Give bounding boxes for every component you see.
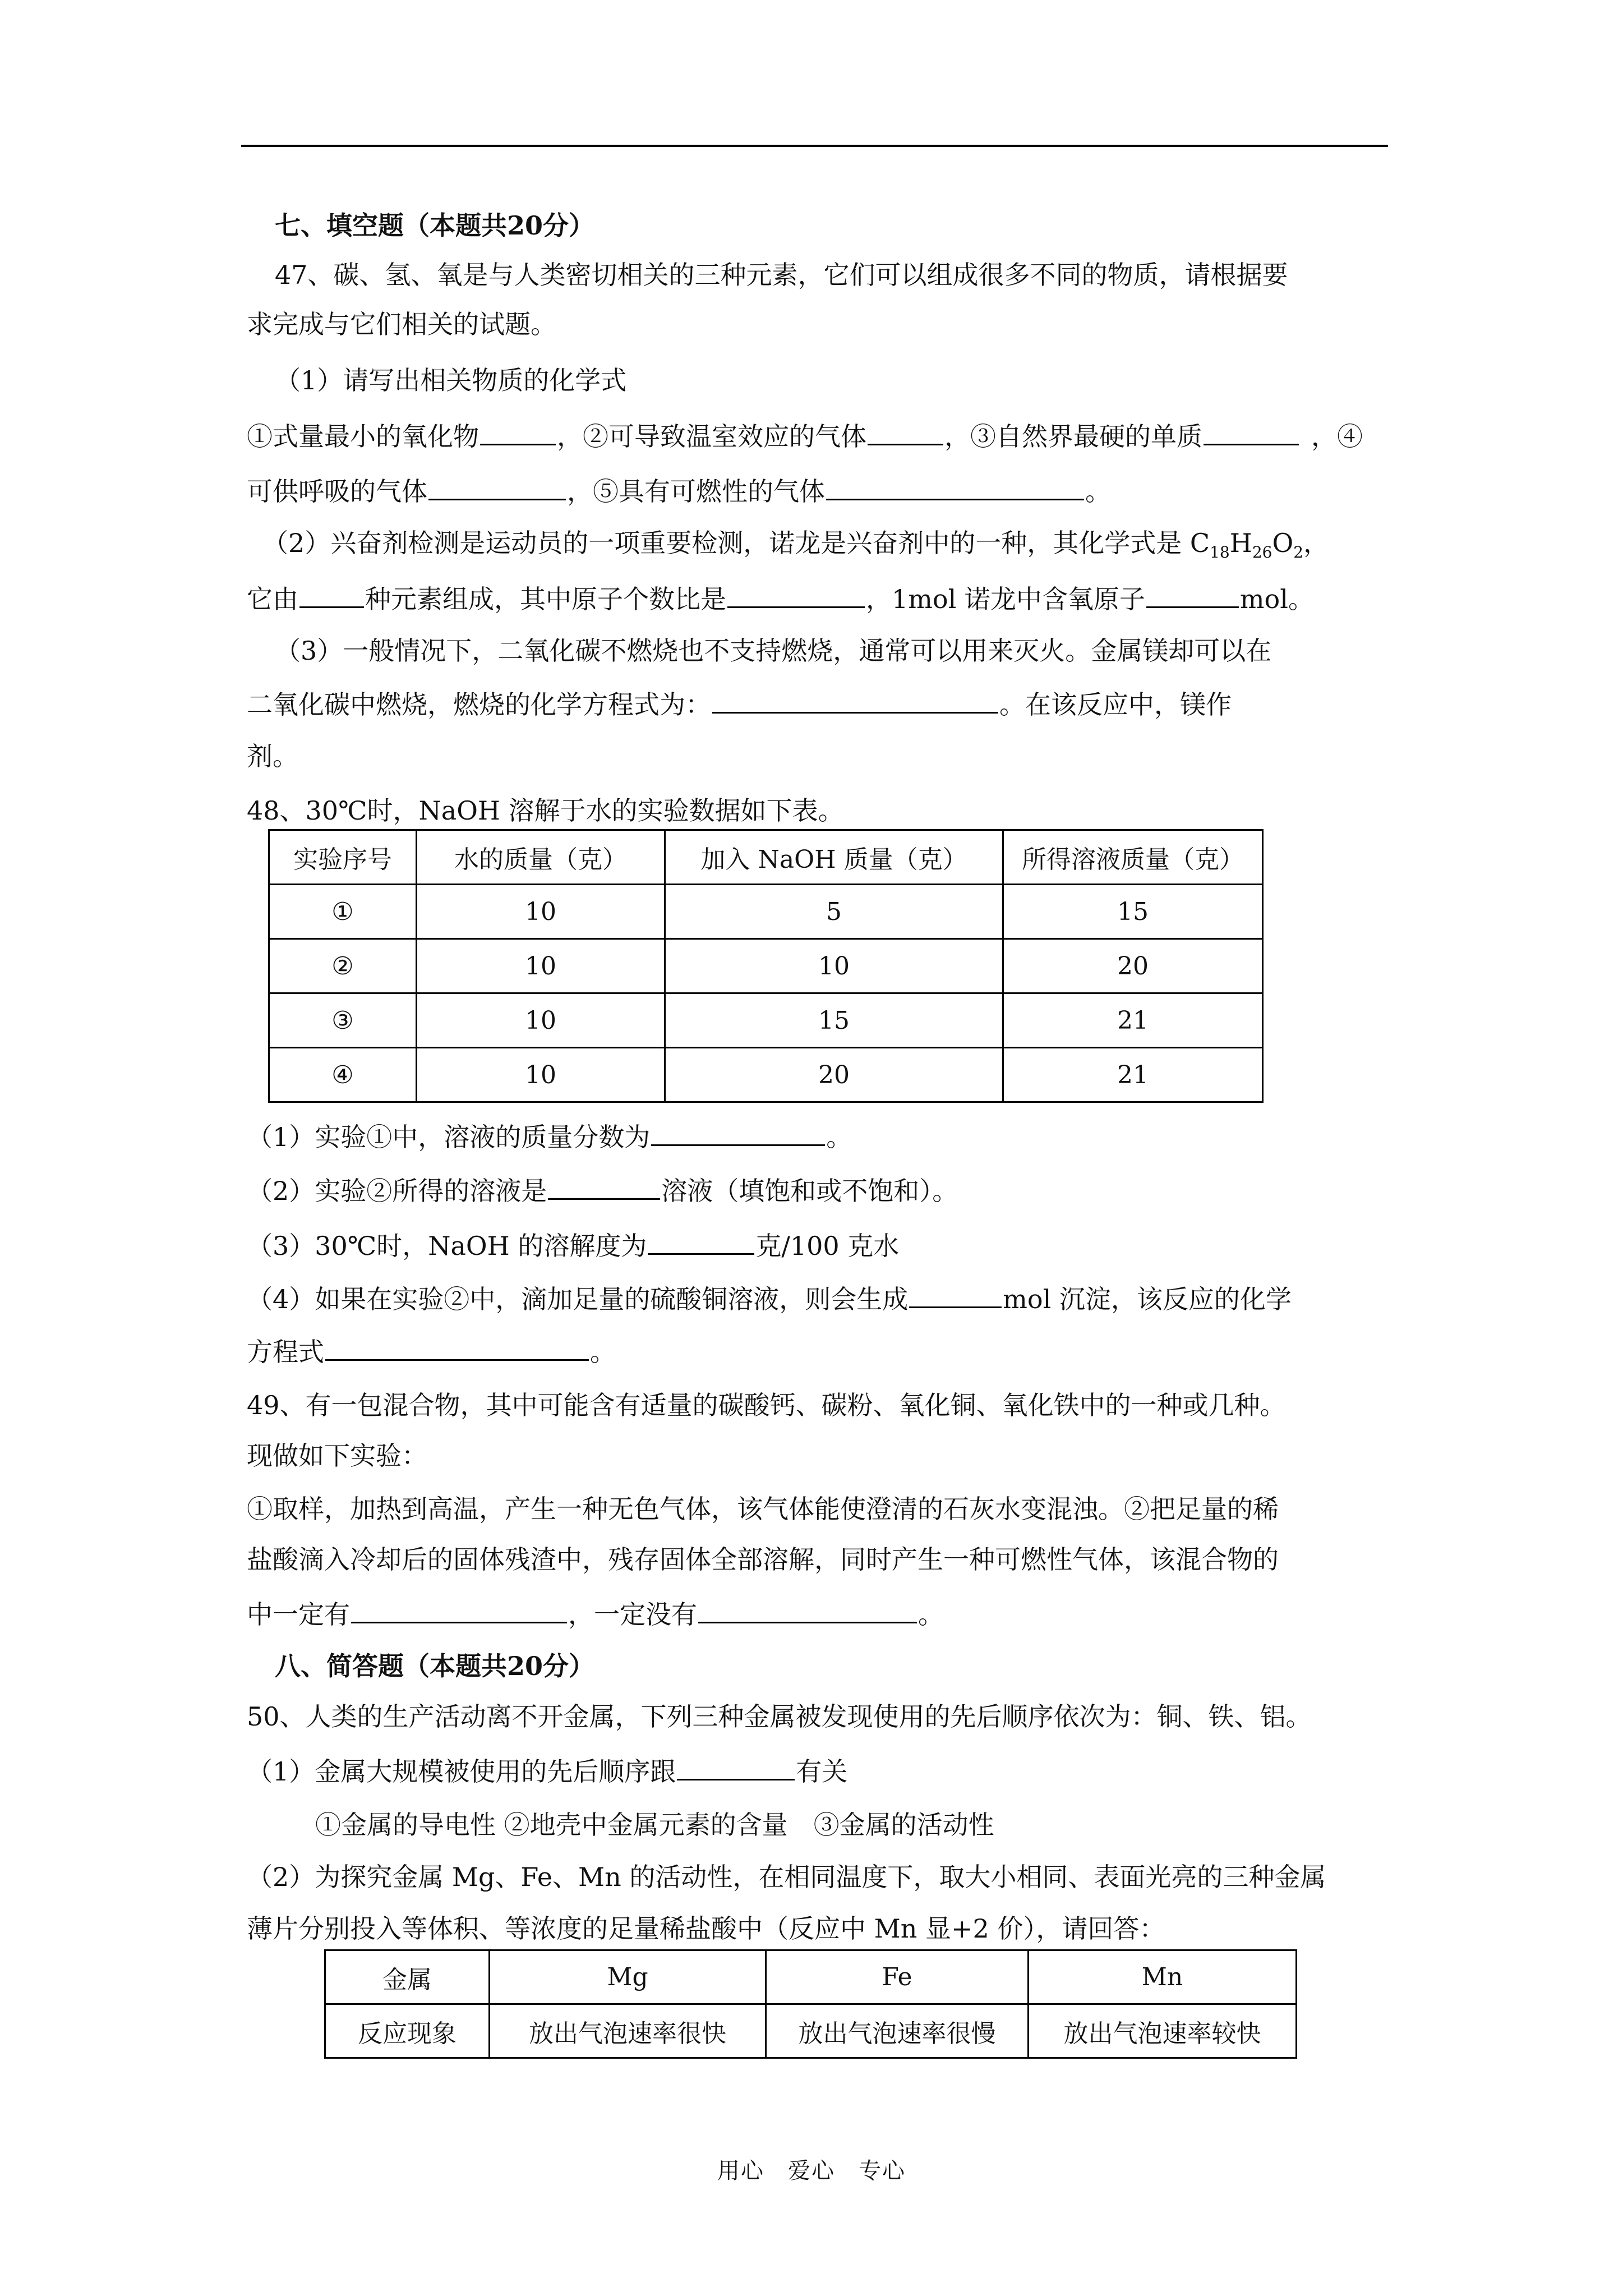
formula-sub: 18	[1210, 543, 1230, 562]
table-cell: 金属	[325, 1950, 490, 2004]
answer-blank[interactable]	[480, 418, 556, 445]
q47-part-2	[262, 526, 1329, 569]
q47-intro-2: 求完成与它们相关的试题。	[247, 309, 556, 339]
q49-l5a: 中一定有	[247, 1599, 350, 1630]
table-header-cell: 水的质量（克）	[417, 830, 665, 885]
q47-p3b: 二氧化碳中燃烧，燃烧的化学方程式为：	[247, 689, 711, 720]
q50-table	[324, 1949, 1297, 2059]
q47-l2b: ，⑤具有可燃性的气体	[567, 476, 825, 507]
answer-blank[interactable]	[428, 473, 566, 500]
table-cell: ④	[269, 1048, 417, 1102]
q48-answer-4b	[247, 1333, 616, 1369]
header-rule	[241, 145, 1388, 147]
table-cell: 5	[665, 885, 1003, 939]
q50-options: ①金属的导电性 ②地壳中金属元素的含量 ③金属的活动性	[315, 1810, 994, 1840]
q48-a4a: （4）如果在实验②中，滴加足量的硫酸铜溶液，则会生成	[247, 1284, 909, 1314]
section-8-title: 八、简答题（本题共20分）	[275, 1651, 595, 1681]
answer-blank[interactable]	[351, 1596, 567, 1623]
table-cell: ③	[269, 993, 417, 1048]
q48-answer-1	[247, 1119, 852, 1154]
q47-l3b: 种元素组成，其中原子个数比是	[365, 584, 726, 614]
table-row	[325, 2004, 1297, 2058]
q48-a2b: 溶液（填饱和或不饱和）。	[661, 1176, 958, 1206]
table-row	[269, 993, 1263, 1048]
q49-line-1: 49、有一包混合物，其中可能含有适量的碳酸钙、碳粉、氧化铜、氧化铁中的一种或几种。	[247, 1390, 1286, 1420]
q47-l3c: ，1mol 诺龙中含氧原子	[866, 584, 1145, 614]
table-cell: 10	[665, 939, 1003, 993]
page-footer: 用心 爱心 专心	[717, 2158, 906, 2184]
table-cell: 10	[417, 993, 665, 1048]
q48-a3b: 克/100 克水	[755, 1231, 900, 1261]
table-cell: 15	[665, 993, 1003, 1048]
table-cell: 反应现象	[325, 2004, 490, 2058]
q47-line-3	[247, 581, 1314, 616]
q47-line-2	[247, 473, 1111, 508]
table-cell: Mg	[490, 1950, 766, 2004]
answer-blank[interactable]	[325, 1333, 589, 1361]
table-cell: 15	[1003, 885, 1263, 939]
q50-intro: 50、人类的生产活动离不开金属，下列三种金属被发现使用的先后顺序依次为：铜、铁、铝。	[247, 1701, 1312, 1732]
q49-l5b: ，一定没有	[568, 1599, 697, 1630]
table-cell: 10	[417, 885, 665, 939]
q48-answer-3	[247, 1227, 899, 1263]
q47-p2a: （2）兴奋剂检测是运动员的一项重要检测，诺龙是兴奋剂中的一种，其化学式是 C	[262, 528, 1210, 558]
formula-o: O	[1272, 528, 1294, 558]
q49-line-2: 现做如下实验：	[247, 1441, 427, 1471]
table-cell: 10	[417, 1048, 665, 1102]
q47-intro-1: 47、碳、氢、氧是与人类密切相关的三种元素，它们可以组成很多不同的物质，请根据要	[275, 260, 1288, 290]
answer-blank[interactable]	[1146, 581, 1239, 608]
answer-blank[interactable]	[1204, 418, 1299, 445]
answer-blank[interactable]	[648, 1227, 754, 1255]
formula-h: H	[1229, 528, 1252, 558]
q50-part-1	[247, 1753, 847, 1788]
answer-blank[interactable]	[727, 581, 865, 608]
table-cell: 21	[1003, 1048, 1263, 1102]
q48-a4c: 方程式	[247, 1337, 324, 1367]
q48-answer-2	[247, 1172, 958, 1208]
q48-a4b: mol 沉淀，该反应的化学	[1003, 1284, 1292, 1314]
table-header-cell: 所得溶液质量（克）	[1003, 830, 1263, 885]
q47-l1b: ，②可导致温室效应的气体	[557, 421, 866, 452]
q47-l1a: ①式量最小的氧化物	[247, 421, 479, 452]
q48-a1a: （1）实验①中，溶液的质量分数为	[247, 1122, 651, 1152]
q49-line-4: 盐酸滴入冷却后的固体残渣中，残存固体全部溶解，同时产生一种可燃性气体，该混合物的	[247, 1544, 1279, 1575]
q48-a1b: 。	[826, 1122, 852, 1152]
answer-blank[interactable]	[651, 1119, 825, 1146]
table-cell: 21	[1003, 993, 1263, 1048]
table-cell: ②	[269, 939, 417, 993]
table-cell: 20	[1003, 939, 1263, 993]
table-row	[269, 885, 1263, 939]
q48-a4d: 。	[590, 1337, 616, 1367]
answer-blank[interactable]	[868, 418, 943, 445]
q48-intro: 48、30℃时，NaOH 溶解于水的实验数据如下表。	[247, 795, 844, 826]
table-cell: 10	[417, 939, 665, 993]
q47-l3d: mol。	[1239, 584, 1314, 614]
answer-blank[interactable]	[299, 581, 364, 608]
q47-p2b: ，	[1303, 528, 1330, 558]
table-cell: 放出气泡速率很慢	[766, 2004, 1029, 2058]
q47-part-3-line-1: （3）一般情况下，二氧化碳不燃烧也不支持燃烧，通常可以用来灭火。金属镁却可以在	[275, 636, 1272, 666]
table-header-row	[269, 830, 1263, 885]
table-cell: Mn	[1029, 1950, 1297, 2004]
q48-table	[268, 829, 1264, 1103]
answer-blank[interactable]	[677, 1753, 795, 1780]
answer-blank[interactable]	[698, 1596, 917, 1623]
q50-p1a: （1）金属大规模被使用的先后顺序跟	[247, 1756, 676, 1787]
table-cell: Fe	[766, 1950, 1029, 2004]
q48-answer-4	[247, 1281, 1292, 1316]
q47-part-3-line-2	[247, 686, 1232, 721]
q47-line-1	[247, 418, 1363, 453]
q47-l1d: ，④	[1311, 421, 1363, 452]
table-cell: ①	[269, 885, 417, 939]
answer-blank[interactable]	[712, 686, 998, 714]
answer-blank[interactable]	[909, 1281, 1002, 1308]
q50-part-2-line-1: （2）为探究金属 Mg、Fe、Mn 的活动性，在相同温度下，取大小相同、表面光亮的三种金属	[247, 1862, 1326, 1892]
q47-part-1: （1）请写出相关物质的化学式	[275, 365, 627, 395]
q47-l2a: 可供呼吸的气体	[247, 476, 427, 507]
q50-p1b: 有关	[796, 1756, 848, 1787]
q49-l5c: 。	[918, 1599, 944, 1630]
table-cell: 放出气泡速率很快	[490, 2004, 766, 2058]
q48-a2a: （2）实验②所得的溶液是	[247, 1176, 547, 1206]
formula-sub: 26	[1252, 543, 1272, 562]
q47-l3a: 它由	[247, 584, 298, 614]
q47-l2c: 。	[1085, 476, 1111, 507]
table-row	[269, 939, 1263, 993]
table-header-cell: 加入 NaOH 质量（克）	[665, 830, 1003, 885]
answer-blank[interactable]	[826, 473, 1084, 500]
q49-line-3: ①取样，加热到高温，产生一种无色气体，该气体能使澄清的石灰水变混浊。②把足量的稀	[247, 1494, 1279, 1524]
table-row	[325, 1950, 1297, 2004]
q49-line-5	[247, 1596, 944, 1631]
section-7-title: 七、填空题（本题共20分）	[275, 210, 595, 241]
q47-p3c: 。在该反应中，镁作	[999, 689, 1232, 720]
table-row	[269, 1048, 1263, 1102]
q47-l1c: ，③自然界最硬的单质	[944, 421, 1202, 452]
q47-part-3-line-3: 剂。	[247, 741, 298, 771]
q48-a3a: （3）30℃时，NaOH 的溶解度为	[247, 1231, 647, 1261]
table-cell: 放出气泡速率较快	[1029, 2004, 1297, 2058]
table-header-cell: 实验序号	[269, 830, 417, 885]
formula-sub: 2	[1293, 543, 1304, 562]
answer-blank[interactable]	[548, 1172, 660, 1200]
q50-part-2-line-2: 薄片分别投入等体积、等浓度的足量稀盐酸中（反应中 Mn 显+2 价），请回答：	[247, 1913, 1165, 1944]
table-cell: 20	[665, 1048, 1003, 1102]
